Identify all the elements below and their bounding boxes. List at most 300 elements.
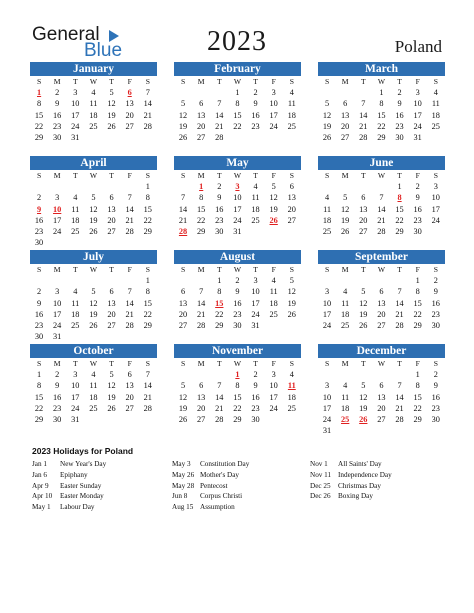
day-cell: 7 (180, 193, 186, 203)
day-cell: 14 (125, 204, 134, 214)
day-cell: 10 (269, 99, 278, 109)
month-title: April (30, 156, 157, 170)
day-cell: 26 (359, 320, 368, 330)
weekday-header: T (253, 265, 258, 274)
day-cell: 17 (53, 309, 62, 319)
day-cell: 8 (36, 99, 42, 109)
day-cell: 2 (415, 182, 420, 192)
day-cell: 4 (253, 182, 258, 192)
holiday-row (32, 459, 162, 470)
day-cell: 6 (343, 99, 348, 109)
day-cell: 10 (251, 287, 260, 297)
month-title: December (318, 344, 445, 358)
month-grid (30, 358, 157, 425)
day-cell: 12 (359, 298, 368, 308)
day-cell: 4 (343, 287, 348, 297)
day-cell: 11 (287, 99, 296, 109)
holiday-day-cell: 3 (235, 182, 240, 192)
day-cell: 30 (34, 332, 44, 342)
day-cell: 1 (36, 370, 42, 380)
day-cell: 14 (395, 298, 404, 308)
holiday-date: Dec 26 (310, 492, 331, 501)
day-cell: 30 (431, 320, 440, 330)
day-cell: 27 (197, 414, 206, 424)
empty-day-cell (336, 369, 354, 380)
weekday-header: M (53, 265, 61, 274)
day-cell: 24 (53, 226, 62, 236)
day-cell: 19 (359, 309, 368, 319)
month-title: July (30, 250, 157, 264)
day-cell: 13 (287, 193, 296, 203)
empty-day-cell (318, 275, 336, 286)
day-cell: 23 (215, 215, 224, 225)
holiday-name: Labour Day (60, 503, 95, 512)
day-cell: 7 (397, 287, 402, 297)
day-cell: 20 (107, 215, 116, 225)
day-cell: 27 (107, 320, 116, 330)
day-cell: 20 (125, 110, 134, 120)
day-cell: 4 (91, 370, 96, 380)
day-cell: 28 (143, 121, 152, 131)
day-cell: 13 (341, 110, 350, 120)
weekday-header: F (415, 77, 420, 86)
day-cell: 16 (395, 110, 404, 120)
day-cell: 17 (269, 110, 278, 120)
day-cell: 30 (431, 414, 440, 424)
day-cell: 17 (413, 110, 422, 120)
day-cell: 22 (413, 403, 422, 413)
day-cell: 23 (251, 403, 260, 413)
logo-general-text: General (32, 24, 100, 45)
day-cell: 28 (215, 132, 224, 142)
empty-day-cell (103, 275, 121, 286)
weekday-header: F (127, 359, 132, 368)
day-cell: 25 (71, 226, 80, 236)
day-cell: 23 (413, 215, 422, 225)
day-cell: 24 (431, 215, 440, 225)
holiday-date: Apr 10 (32, 492, 53, 501)
day-cell: 23 (34, 226, 44, 236)
day-cell: 22 (233, 121, 242, 131)
day-cell: 18 (322, 215, 332, 225)
day-cell: 8 (199, 193, 204, 203)
weekday-header: F (127, 77, 132, 86)
day-cell: 29 (215, 320, 224, 330)
weekday-header: W (233, 77, 242, 86)
day-cell: 10 (322, 392, 332, 402)
empty-day-cell (354, 87, 372, 98)
day-cell: 15 (413, 392, 422, 402)
day-cell: 27 (178, 320, 188, 330)
day-cell: 9 (253, 99, 258, 109)
holiday-date: Nov 11 (310, 470, 332, 479)
holiday-column (32, 459, 162, 513)
holiday-name: Easter Sunday (60, 481, 102, 490)
day-cell: 30 (251, 414, 260, 424)
day-cell: 11 (431, 99, 440, 109)
day-cell: 31 (233, 226, 242, 236)
logo-blue-text: Blue (84, 40, 123, 61)
day-cell: 13 (377, 392, 386, 402)
day-cell: 5 (271, 182, 276, 192)
day-cell: 20 (359, 215, 368, 225)
day-cell: 28 (359, 132, 368, 142)
day-cell: 15 (197, 204, 206, 214)
day-cell: 15 (143, 204, 152, 214)
day-cell: 30 (34, 238, 44, 248)
day-cell: 18 (431, 110, 440, 120)
month-grid (174, 170, 301, 237)
holiday-day-cell: 26 (269, 215, 278, 225)
holiday-date: Apr 9 (32, 481, 49, 490)
weekday-header: S (289, 171, 294, 180)
day-cell: 18 (89, 392, 98, 402)
day-cell: 5 (180, 99, 186, 109)
day-cell: 27 (125, 121, 134, 131)
weekday-header: M (197, 359, 205, 368)
day-cell: 22 (34, 403, 44, 413)
day-cell: 6 (199, 99, 204, 109)
day-cell: 3 (271, 370, 276, 380)
day-cell: 2 (55, 88, 60, 98)
day-cell: 22 (395, 215, 404, 225)
day-cell: 17 (269, 392, 278, 402)
day-cell: 16 (251, 392, 260, 402)
day-cell: 11 (341, 392, 350, 402)
day-cell: 29 (233, 414, 242, 424)
day-cell: 1 (379, 88, 384, 98)
day-cell: 16 (251, 110, 260, 120)
day-cell: 15 (143, 298, 152, 308)
holiday-row (310, 470, 460, 481)
month-title: February (174, 62, 301, 76)
day-cell: 11 (269, 287, 278, 297)
weekday-header: T (216, 359, 222, 368)
weekday-header: T (360, 171, 366, 180)
holiday-name: Mother's Day (200, 470, 240, 479)
day-cell: 15 (34, 392, 44, 402)
month-january (30, 62, 157, 143)
day-cell: 31 (413, 132, 422, 142)
day-cell: 5 (109, 88, 114, 98)
day-cell: 27 (359, 226, 368, 236)
holiday-name: Christmas Day (338, 481, 381, 490)
day-cell: 28 (377, 226, 386, 236)
day-cell: 24 (71, 121, 80, 131)
day-cell: 19 (341, 215, 350, 225)
day-cell: 20 (178, 309, 188, 319)
empty-day-cell (210, 369, 228, 380)
holiday-name: Constitution Day (200, 460, 250, 468)
day-cell: 13 (197, 392, 206, 402)
day-cell: 21 (359, 121, 368, 131)
day-cell: 10 (269, 381, 278, 391)
day-cell: 4 (433, 88, 438, 98)
holiday-day-cell: 1 (36, 88, 42, 98)
holiday-column (172, 459, 302, 513)
holiday-date: May 1 (32, 503, 51, 512)
empty-day-cell (66, 275, 84, 286)
day-cell: 21 (395, 403, 404, 413)
day-cell: 21 (215, 121, 224, 131)
day-cell: 30 (53, 414, 62, 424)
day-cell: 17 (71, 110, 80, 120)
day-cell: 7 (361, 99, 366, 109)
day-cell: 6 (109, 193, 114, 203)
weekday-header: T (216, 265, 222, 274)
day-cell: 31 (71, 414, 80, 424)
day-cell: 5 (91, 193, 96, 203)
empty-day-cell (30, 275, 48, 286)
holiday-row (172, 459, 302, 470)
day-cell: 25 (89, 403, 98, 413)
day-cell: 21 (125, 309, 134, 319)
holiday-date: Jan 6 (32, 470, 47, 479)
holidays-title: 2023 Holidays for Poland (32, 446, 134, 456)
day-cell: 16 (233, 298, 242, 308)
day-cell: 13 (125, 99, 134, 109)
weekday-header: S (145, 77, 150, 86)
day-cell: 11 (341, 298, 350, 308)
day-cell: 4 (289, 370, 294, 380)
day-cell: 15 (233, 392, 242, 402)
day-cell: 13 (197, 110, 206, 120)
day-cell: 9 (397, 99, 402, 109)
day-cell: 10 (322, 298, 332, 308)
day-cell: 15 (395, 204, 404, 214)
weekday-header: F (415, 265, 420, 274)
weekday-header: T (253, 77, 258, 86)
day-cell: 10 (71, 381, 80, 391)
day-cell: 9 (55, 381, 60, 391)
weekday-header: T (397, 359, 402, 368)
empty-day-cell (354, 275, 372, 286)
day-cell: 1 (235, 88, 240, 98)
day-cell: 17 (251, 298, 260, 308)
day-cell: 21 (143, 110, 152, 120)
holiday-date: May 3 (172, 460, 191, 468)
day-cell: 23 (395, 121, 404, 131)
weekday-header: M (53, 77, 61, 86)
holiday-name: Epiphany (60, 470, 88, 479)
weekday-header: W (233, 171, 242, 180)
day-cell: 22 (197, 215, 206, 225)
day-cell: 23 (431, 309, 440, 319)
day-cell: 25 (322, 226, 332, 236)
day-cell: 20 (197, 403, 206, 413)
day-cell: 11 (323, 204, 332, 214)
day-cell: 31 (71, 132, 80, 142)
day-cell: 14 (143, 99, 152, 109)
day-cell: 11 (71, 298, 80, 308)
holiday-date: Jan 1 (32, 460, 47, 468)
day-cell: 31 (53, 332, 62, 342)
day-cell: 25 (251, 215, 260, 225)
day-cell: 28 (395, 414, 404, 424)
day-cell: 20 (287, 204, 296, 214)
day-cell: 14 (359, 110, 368, 120)
day-cell: 12 (89, 298, 98, 308)
day-cell: 16 (215, 204, 224, 214)
weekday-header: S (180, 265, 186, 274)
day-cell: 28 (395, 320, 404, 330)
month-grid (30, 264, 157, 342)
day-cell: 7 (397, 381, 402, 391)
weekday-header: F (271, 265, 276, 274)
weekday-header: W (89, 265, 98, 274)
day-cell: 14 (377, 204, 386, 214)
empty-day-cell (391, 275, 409, 286)
day-cell: 19 (359, 403, 368, 413)
day-cell: 3 (73, 370, 78, 380)
month-september (318, 250, 445, 331)
empty-day-cell (30, 181, 48, 192)
day-cell: 9 (235, 287, 240, 297)
day-cell: 8 (36, 381, 42, 391)
weekday-header: F (415, 171, 420, 180)
day-cell: 2 (235, 276, 240, 286)
holiday-day-cell: 9 (36, 204, 42, 214)
day-cell: 24 (413, 121, 422, 131)
weekday-header: T (397, 265, 402, 274)
day-cell: 2 (55, 370, 60, 380)
month-grid (318, 358, 445, 436)
day-cell: 24 (71, 403, 80, 413)
weekday-header: M (341, 359, 349, 368)
holiday-day-cell: 25 (341, 414, 350, 424)
weekday-header: T (216, 77, 222, 86)
weekday-header: W (89, 359, 98, 368)
day-cell: 29 (377, 132, 386, 142)
day-cell: 9 (433, 381, 438, 391)
holiday-day-cell: 15 (215, 298, 224, 308)
empty-day-cell (192, 275, 210, 286)
day-cell: 29 (413, 414, 422, 424)
day-cell: 18 (341, 403, 350, 413)
weekday-header: T (72, 265, 78, 274)
day-cell: 26 (322, 132, 332, 142)
day-cell: 2 (217, 182, 222, 192)
day-cell: 7 (199, 287, 204, 297)
day-cell: 8 (145, 193, 150, 203)
day-cell: 17 (53, 215, 62, 225)
weekday-header: S (433, 265, 438, 274)
empty-day-cell (192, 369, 210, 380)
weekday-header: S (289, 359, 294, 368)
day-cell: 14 (197, 298, 206, 308)
weekday-header: S (180, 77, 186, 86)
holiday-row (32, 481, 162, 492)
weekday-header: M (341, 171, 349, 180)
day-cell: 13 (178, 298, 188, 308)
day-cell: 8 (217, 287, 222, 297)
day-cell: 6 (109, 287, 114, 297)
day-cell: 16 (53, 110, 62, 120)
weekday-header: W (377, 77, 386, 86)
day-cell: 17 (431, 204, 440, 214)
day-cell: 27 (341, 132, 350, 142)
day-cell: 1 (145, 276, 150, 286)
day-cell: 6 (180, 287, 186, 297)
weekday-header: S (324, 171, 330, 180)
weekday-header: S (289, 265, 294, 274)
month-july (30, 250, 157, 342)
day-cell: 1 (145, 182, 150, 192)
month-title: November (174, 344, 301, 358)
day-cell: 24 (53, 320, 62, 330)
month-grid (174, 358, 301, 425)
day-cell: 20 (107, 309, 116, 319)
weekday-header: T (109, 171, 114, 180)
day-cell: 10 (413, 99, 422, 109)
day-cell: 19 (178, 121, 188, 131)
day-cell: 7 (145, 88, 150, 98)
day-cell: 29 (413, 320, 422, 330)
weekday-header: T (109, 265, 114, 274)
month-may (174, 156, 301, 237)
empty-day-cell (103, 181, 121, 192)
day-cell: 6 (199, 381, 204, 391)
weekday-header: S (324, 265, 330, 274)
day-cell: 12 (322, 110, 332, 120)
day-cell: 4 (271, 276, 276, 286)
day-cell: 30 (395, 132, 404, 142)
weekday-header: M (53, 359, 61, 368)
day-cell: 18 (269, 298, 278, 308)
day-cell: 15 (233, 110, 242, 120)
day-cell: 7 (127, 193, 132, 203)
day-cell: 18 (89, 110, 98, 120)
day-cell: 21 (125, 215, 134, 225)
weekday-header: S (324, 77, 330, 86)
day-cell: 8 (235, 381, 240, 391)
day-cell: 3 (55, 287, 60, 297)
day-cell: 29 (143, 320, 152, 330)
day-cell: 22 (413, 309, 422, 319)
empty-day-cell (210, 87, 228, 98)
day-cell: 30 (53, 132, 62, 142)
day-cell: 5 (324, 99, 330, 109)
holiday-day-cell: 28 (178, 226, 188, 236)
month-december (318, 344, 445, 436)
month-november (174, 344, 301, 425)
day-cell: 17 (322, 309, 332, 319)
day-cell: 21 (395, 309, 404, 319)
day-cell: 19 (107, 392, 116, 402)
day-cell: 2 (36, 287, 42, 297)
weekday-header: W (89, 171, 98, 180)
month-title: September (318, 250, 445, 264)
empty-day-cell (336, 275, 354, 286)
day-cell: 9 (253, 381, 258, 391)
empty-day-cell (48, 181, 66, 192)
holiday-name: New Year's Day (60, 460, 107, 468)
holiday-row (310, 481, 460, 492)
day-cell: 14 (215, 392, 224, 402)
day-cell: 31 (251, 320, 260, 330)
day-cell: 19 (178, 403, 188, 413)
day-cell: 26 (107, 121, 116, 131)
day-cell: 12 (89, 204, 98, 214)
page-header (0, 0, 474, 60)
day-cell: 13 (107, 204, 116, 214)
holiday-name: All Saints' Day (338, 460, 382, 468)
day-cell: 21 (197, 309, 206, 319)
day-cell: 19 (89, 215, 98, 225)
month-august (174, 250, 301, 331)
day-cell: 7 (217, 99, 222, 109)
day-cell: 12 (269, 193, 278, 203)
